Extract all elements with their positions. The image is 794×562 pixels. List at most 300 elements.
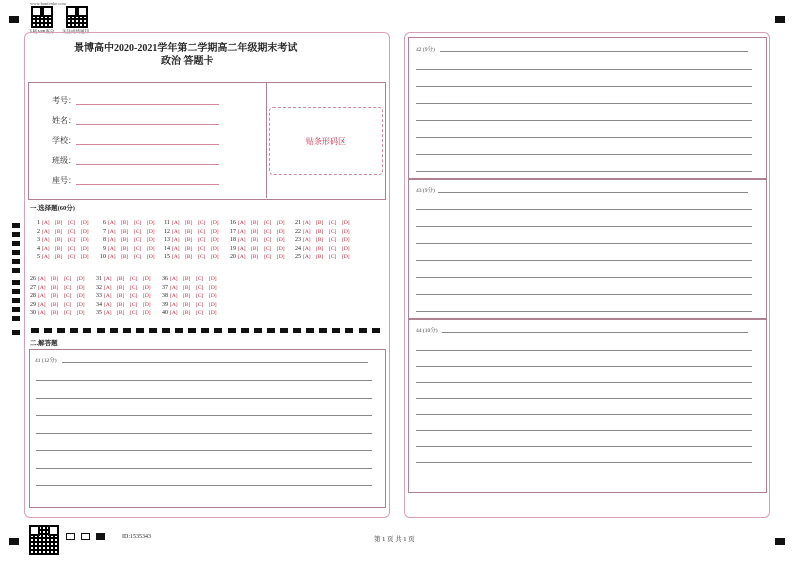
option-bubble[interactable]: [A] [172,220,180,226]
separator-dash [372,328,380,333]
option-bubble[interactable]: [C] [196,276,204,282]
option-bubble[interactable]: [D] [211,220,219,226]
option-bubble[interactable]: [A] [108,254,116,261]
sync-mark [12,232,20,237]
option-bubble[interactable]: [D] [277,254,285,261]
separator-dash [175,328,183,333]
option-bubble[interactable]: [B] [183,293,191,300]
option-bubble[interactable]: [A] [172,245,180,252]
option-bubble[interactable]: [B] [51,284,59,291]
option-bubble[interactable]: [B] [55,220,63,226]
separator-dash [201,328,209,333]
option-bubble[interactable]: [A] [303,237,311,244]
option-bubble[interactable]: [D] [77,284,85,291]
question-number: 22 [295,228,301,235]
option-bubble[interactable]: [B] [121,228,129,235]
separator-dash [332,328,340,333]
option-bubble[interactable]: [A] [238,237,246,244]
separator-dash [306,328,314,333]
separator-dash [359,328,367,333]
separator-dash [97,328,105,333]
option-bubble[interactable]: [C] [196,310,204,317]
name-field[interactable] [76,124,219,125]
option-bubble[interactable]: [A] [104,293,112,300]
qr-app-caption: 下载APP查分 [28,29,55,34]
qr-notify-caption: 关注成绩通知 [62,29,89,34]
question-number: 24 [295,245,301,252]
choice-row [28,309,90,318]
option-bubble[interactable]: [B] [117,293,125,300]
choice-row [293,219,355,228]
option-bubble[interactable]: [A] [108,237,116,244]
option-bubble[interactable]: [A] [42,245,50,252]
question-number: 37 [162,284,168,291]
option-bubble[interactable]: [C] [68,237,76,244]
footer-page: 第 1 页 共 1 页 [374,536,415,543]
option-bubble[interactable]: [D] [342,228,350,235]
option-bubble[interactable]: [A] [170,293,178,300]
footer-id: ID:1535343 [122,534,151,540]
option-bubble[interactable]: [C] [68,228,76,235]
option-bubble[interactable]: [B] [55,254,63,261]
choice-row [228,228,290,237]
option-bubble[interactable]: [A] [303,245,311,252]
option-bubble[interactable]: [D] [147,254,155,261]
option-bubble[interactable]: [D] [342,237,350,244]
option-bubble[interactable]: [C] [68,245,76,252]
option-bubble[interactable]: [B] [121,220,129,226]
option-bubble[interactable]: [D] [81,228,89,235]
option-bubble[interactable]: [C] [196,293,204,300]
answer-line[interactable] [416,69,752,70]
separator-dash [83,328,91,333]
answer-line[interactable] [36,485,372,486]
option-bubble[interactable]: [B] [185,220,193,226]
option-bubble[interactable]: [D] [143,310,151,317]
separator-dash [345,328,353,333]
option-bubble[interactable]: [C] [264,220,272,226]
sync-mark [12,316,20,321]
option-bubble[interactable]: [B] [251,237,259,244]
answer-line[interactable] [62,362,368,363]
option-bubble[interactable]: [A] [104,276,112,282]
option-bubble[interactable]: [D] [209,293,217,300]
option-bubble[interactable]: [A] [303,228,311,235]
choice-row [98,219,160,228]
option-bubble[interactable]: [C] [130,276,138,282]
question-number: 28 [30,293,36,300]
answer-line[interactable] [416,86,752,87]
seat-label: 座号： [52,176,76,185]
class-field[interactable] [76,164,219,165]
footer-qr-code [29,525,59,555]
option-bubble[interactable]: [A] [170,276,178,282]
option-bubble[interactable]: [B] [316,220,324,226]
question-number: 32 [96,284,102,291]
option-bubble[interactable]: [B] [51,276,59,282]
answer-line[interactable] [440,51,748,52]
question-number: 10 [100,254,106,261]
choice-row [32,245,94,254]
option-bubble[interactable]: [C] [130,284,138,291]
separator-dash [228,328,236,333]
choice-row [32,236,94,245]
option-bubble[interactable]: [B] [183,284,191,291]
question-number: 9 [103,245,106,252]
option-bubble[interactable]: [D] [209,284,217,291]
option-bubble[interactable]: [D] [342,254,350,261]
option-bubble[interactable]: [D] [143,293,151,300]
school-field[interactable] [76,144,219,145]
q42-label: 42 (9分) [416,47,435,53]
option-bubble[interactable]: [A] [238,245,246,252]
sync-mark [12,298,20,303]
choice-row [94,301,156,310]
option-bubble[interactable]: [A] [42,220,50,226]
option-bubble[interactable]: [B] [183,310,191,317]
option-bubble[interactable]: [D] [211,228,219,235]
choice-row [160,309,222,318]
option-bubble[interactable]: [A] [38,276,46,282]
option-bubble[interactable]: [C] [64,276,72,282]
info-divider [266,82,267,198]
sync-mark [12,330,20,335]
option-bubble[interactable]: [C] [134,220,142,226]
option-bubble[interactable]: [A] [108,220,116,226]
option-bubble[interactable]: [C] [264,245,272,252]
answer-line[interactable] [438,192,748,193]
q44-label: 44 (10分) [416,328,438,334]
q42-box [408,37,767,180]
separator-dash [162,328,170,333]
separator-dash [70,328,78,333]
option-bubble[interactable]: [B] [251,228,259,235]
footer-box-1 [66,533,75,540]
option-bubble[interactable]: [D] [147,220,155,226]
question-number: 20 [230,254,236,261]
choice-row [228,245,290,254]
choice-row [160,292,222,301]
exam-number-field[interactable] [76,104,219,105]
option-bubble[interactable]: [D] [81,254,89,261]
option-bubble[interactable]: [C] [198,254,206,261]
answer-line[interactable] [416,366,752,367]
option-bubble[interactable]: [C] [329,254,337,261]
option-bubble[interactable]: [B] [316,237,324,244]
answer-line[interactable] [416,171,752,172]
option-bubble[interactable]: [D] [277,228,285,235]
option-bubble[interactable]: [C] [329,245,337,252]
option-bubble[interactable]: [C] [64,284,72,291]
question-number: 5 [37,254,40,261]
answer-line[interactable] [416,382,752,383]
option-bubble[interactable]: [B] [183,301,191,308]
option-bubble[interactable]: [D] [143,284,151,291]
option-bubble[interactable]: [C] [198,220,206,226]
exam-number-label: 考号： [52,96,76,105]
option-bubble[interactable]: [D] [143,301,151,308]
sync-mark [12,289,20,294]
separator-dash [214,328,222,333]
option-bubble[interactable]: [A] [104,284,112,291]
answer-line[interactable] [416,462,752,463]
option-bubble[interactable]: [A] [238,228,246,235]
option-bubble[interactable]: [C] [329,237,337,244]
option-bubble[interactable]: [D] [77,276,85,282]
option-bubble[interactable]: [A] [172,237,180,244]
choice-row [160,275,222,284]
answer-line[interactable] [416,446,752,447]
option-bubble[interactable]: [A] [170,301,178,308]
option-bubble[interactable]: [B] [251,245,259,252]
option-bubble[interactable]: [B] [121,237,129,244]
question-number: 19 [230,245,236,252]
option-bubble[interactable]: [C] [134,228,142,235]
option-bubble[interactable]: [C] [134,245,142,252]
question-number: 2 [37,228,40,235]
option-bubble[interactable]: [A] [104,310,112,317]
option-bubble[interactable]: [A] [38,310,46,317]
option-bubble[interactable]: [A] [172,254,180,261]
footer-mark [96,533,105,540]
answer-line[interactable] [416,226,752,227]
separator-dash [57,328,65,333]
choice-row [162,236,224,245]
option-bubble[interactable]: [D] [209,301,217,308]
separator-dash [280,328,288,333]
choice-row [28,292,90,301]
answer-line[interactable] [416,350,752,351]
question-number: 16 [230,220,236,226]
answer-line[interactable] [416,137,752,138]
answer-line[interactable] [36,398,372,399]
option-bubble[interactable]: [D] [209,276,217,282]
option-bubble[interactable]: [D] [211,237,219,244]
option-bubble[interactable]: [C] [64,310,72,317]
option-bubble[interactable]: [B] [251,254,259,261]
option-bubble[interactable]: [A] [42,228,50,235]
option-bubble[interactable]: [C] [264,254,272,261]
option-bubble[interactable]: [C] [198,228,206,235]
answer-line[interactable] [416,154,752,155]
answer-line[interactable] [416,398,752,399]
answer-line[interactable] [442,332,748,333]
option-bubble[interactable]: [C] [134,237,142,244]
sync-mark [12,259,20,264]
option-bubble[interactable]: [C] [198,245,206,252]
option-bubble[interactable]: [A] [108,245,116,252]
option-bubble[interactable]: [A] [42,237,50,244]
choice-row [293,236,355,245]
option-bubble[interactable]: [C] [68,220,76,226]
option-bubble[interactable]: [A] [238,254,246,261]
corner-mark-tl [9,16,19,23]
answer-line[interactable] [416,414,752,415]
choice-row [98,228,160,237]
option-bubble[interactable]: [C] [68,254,76,261]
class-label: 班级： [52,156,76,165]
choice-group [228,219,290,262]
separator-dash [188,328,196,333]
answer-line[interactable] [36,468,372,469]
option-bubble[interactable]: [C] [130,293,138,300]
option-bubble[interactable]: [D] [81,237,89,244]
name-label: 姓名： [52,116,76,125]
answer-line[interactable] [416,243,752,244]
option-bubble[interactable]: [B] [117,301,125,308]
option-bubble[interactable]: [B] [117,276,125,282]
sync-mark [12,268,20,273]
answer-line[interactable] [416,260,752,261]
choice-section-title: 一.选择题(60分) [30,205,75,212]
qr-code-notify [66,6,88,28]
option-bubble[interactable]: [A] [303,220,311,226]
question-number: 26 [30,276,36,282]
choice-row [228,219,290,228]
answer-line[interactable] [416,103,752,104]
choice-row [162,219,224,228]
answer-line[interactable] [36,433,372,434]
option-bubble[interactable]: [B] [183,276,191,282]
option-bubble[interactable]: [A] [170,310,178,317]
option-bubble[interactable]: [A] [238,220,246,226]
choice-row [98,236,160,245]
answer-line[interactable] [416,209,752,210]
question-number: 23 [295,237,301,244]
option-bubble[interactable]: [B] [185,237,193,244]
school-label: 学校： [52,136,76,145]
option-bubble[interactable]: [D] [277,220,285,226]
choice-group [293,219,355,262]
question-number: 17 [230,228,236,235]
question-number: 39 [162,301,168,308]
option-bubble[interactable]: [B] [316,245,324,252]
option-bubble[interactable]: [B] [55,228,63,235]
separator-dash [31,328,39,333]
answer-line[interactable] [416,277,752,278]
question-number: 33 [96,293,102,300]
q44-box [408,318,767,493]
option-bubble[interactable]: [C] [64,293,72,300]
option-bubble[interactable]: [B] [55,245,63,252]
site-url: www.banfenke.com [30,1,66,6]
option-bubble[interactable]: [D] [77,293,85,300]
choice-row [98,253,160,262]
option-bubble[interactable]: [D] [277,245,285,252]
option-bubble[interactable]: [C] [329,220,337,226]
separator-dash [123,328,131,333]
option-bubble[interactable]: [B] [51,301,59,308]
answer-line[interactable] [416,430,752,431]
exam-subtitle: 政治 答题卡 [161,56,214,67]
separator-dash [293,328,301,333]
answer-line[interactable] [416,311,752,312]
question-number: 35 [96,310,102,317]
option-bubble[interactable]: [A] [104,301,112,308]
option-bubble[interactable]: [D] [342,220,350,226]
option-bubble[interactable]: [D] [147,245,155,252]
choice-row [28,284,90,293]
option-bubble[interactable]: [C] [196,284,204,291]
choice-row [32,253,94,262]
option-bubble[interactable]: [A] [38,301,46,308]
option-bubble[interactable]: [C] [264,228,272,235]
choice-row [228,253,290,262]
answer-line[interactable] [36,415,372,416]
option-bubble[interactable]: [B] [51,293,59,300]
option-bubble[interactable]: [B] [121,254,129,261]
answer-line[interactable] [36,450,372,451]
option-bubble[interactable]: [B] [185,228,193,235]
option-bubble[interactable]: [B] [121,245,129,252]
option-bubble[interactable]: [A] [172,228,180,235]
answer-line[interactable] [416,120,752,121]
option-bubble[interactable]: [A] [170,284,178,291]
option-bubble[interactable]: [D] [209,310,217,317]
choice-row [28,275,90,284]
footer-box-2 [81,533,90,540]
choice-group [28,275,90,318]
choice-row [94,275,156,284]
option-bubble[interactable]: [C] [196,301,204,308]
option-bubble[interactable]: [A] [108,228,116,235]
option-bubble[interactable]: [B] [55,237,63,244]
option-bubble[interactable]: [C] [130,301,138,308]
option-bubble[interactable]: [A] [38,284,46,291]
option-bubble[interactable]: [D] [211,254,219,261]
q43-label: 43 (9分) [416,188,435,194]
question-number: 40 [162,310,168,317]
option-bubble[interactable]: [D] [143,276,151,282]
option-bubble[interactable]: [D] [342,245,350,252]
option-bubble[interactable]: [B] [117,284,125,291]
answer-line[interactable] [416,294,752,295]
option-bubble[interactable]: [C] [198,237,206,244]
option-bubble[interactable]: [C] [329,228,337,235]
option-bubble[interactable]: [B] [316,228,324,235]
barcode-label: 贴条形码区 [306,136,346,146]
option-bubble[interactable]: [D] [277,237,285,244]
choice-row [293,245,355,254]
option-bubble[interactable]: [A] [303,254,311,261]
option-bubble[interactable]: [B] [185,254,193,261]
separator-dash [254,328,262,333]
option-bubble[interactable]: [A] [42,254,50,261]
option-bubble[interactable]: [B] [316,254,324,261]
seat-field[interactable] [76,184,219,185]
answer-line[interactable] [36,380,372,381]
option-bubble[interactable]: [C] [264,237,272,244]
option-bubble[interactable]: [A] [38,293,46,300]
option-bubble[interactable]: [B] [185,245,193,252]
option-bubble[interactable]: [B] [51,310,59,317]
option-bubble[interactable]: [B] [117,310,125,317]
option-bubble[interactable]: [D] [77,301,85,308]
choice-row [162,253,224,262]
option-bubble[interactable]: [B] [251,220,259,226]
option-bubble[interactable]: [D] [147,228,155,235]
option-bubble[interactable]: [D] [81,245,89,252]
option-bubble[interactable]: [D] [77,310,85,317]
sync-mark [12,307,20,312]
option-bubble[interactable]: [C] [64,301,72,308]
option-bubble[interactable]: [D] [147,237,155,244]
option-bubble[interactable]: [C] [130,310,138,317]
option-bubble[interactable]: [D] [211,245,219,252]
choice-row [160,301,222,310]
option-bubble[interactable]: [D] [81,220,89,226]
option-bubble[interactable]: [C] [134,254,142,261]
